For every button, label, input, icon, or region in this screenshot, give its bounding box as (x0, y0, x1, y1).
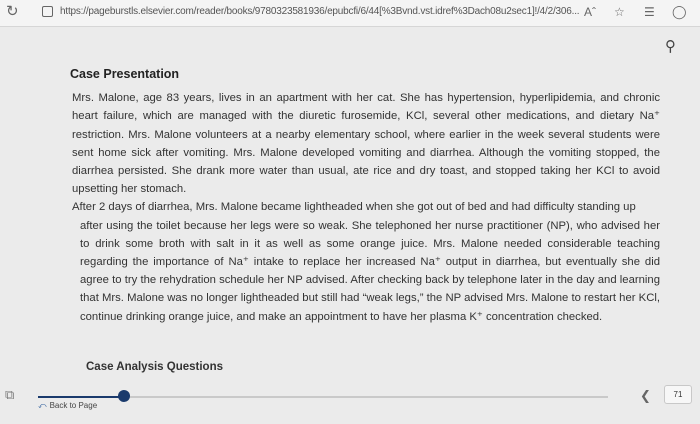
case-paragraph-1: Mrs. Malone, age 83 years, lives in an apartment with her cat. She has hypertension, hyperlipidemia, and chronic heart failure, which are managed with the diuretic furosemide, KCl, several other medications, and dietary Na⁺ restriction. Mrs. Malone volunteers at a nearby elementary school, where earlier in the week several students were sent home sick after vomiting. Mrs. Malone developed vomiting and diarrhea. Although the vomiting stopped, the diarrhea persisted. She drank more water than usual, ate rice and dry toast, and stopped taking her KCl to avoid upsetting her stomach. (72, 92, 660, 196)
reader-mode-icon[interactable]: Aˆ (584, 5, 596, 19)
lock-icon[interactable] (42, 6, 53, 17)
book-content (70, 65, 660, 326)
back-arrow-icon: ⤺ (38, 401, 47, 410)
extensions-icon[interactable]: ◯ (672, 4, 687, 19)
case-paragraph-2-rest: after using the toilet because her legs were so weak. She telephoned her nurse practitioner (NP), who advised her to drink some broth with salt in it as well as some orange juice. Mrs. Malone needed considerable teaching regarding the importance of Na⁺ intake to replace her increased Na⁺ output in diarrhea, but eventually she did agree to try the rehydration schedule her NP advised. After checking back by telephone later in the day and learning that Mrs. Malone was no longer lightheaded but still had “weak legs,” the NP advised Mrs. Malone to restart her KCl, continue drinking orange juice, and make an appointment to have her plasma K⁺ concentration checked. (80, 219, 660, 323)
bookmark-icon[interactable]: ⧉ (5, 387, 15, 402)
address-bar[interactable]: https://pageburstls.elsevier.com/reader/books/9780323581936/epubcfi/6/44[%3Bvnd.vst.idref%3Dach08u2sec1]!/4/2/306... (60, 6, 580, 17)
search-icon[interactable]: ⚲ (665, 38, 676, 55)
reader-pane (0, 27, 700, 424)
browser-toolbar (0, 0, 700, 27)
back-to-page-label: Back to Page (49, 401, 98, 410)
page-slider-thumb[interactable] (118, 390, 130, 402)
page-number-field[interactable]: 71 (664, 385, 692, 404)
favorite-star-icon[interactable]: ☆ (614, 5, 625, 19)
back-to-page-link[interactable] (38, 401, 97, 411)
case-analysis-heading: Case Analysis Questions (86, 361, 223, 373)
collections-icon[interactable]: ☰ (644, 5, 655, 19)
case-paragraph-2 (70, 198, 660, 325)
section-heading: Case Presentation (70, 67, 180, 81)
page-slider-fill (38, 396, 124, 398)
case-paragraph-2-first-line: After 2 days of diarrhea, Mrs. Malone became lightheaded when she got out of bed and had difficulty standing up (72, 201, 636, 214)
reload-icon[interactable]: ↻ (6, 3, 19, 20)
chevron-left-icon[interactable]: ❮ (640, 388, 651, 403)
